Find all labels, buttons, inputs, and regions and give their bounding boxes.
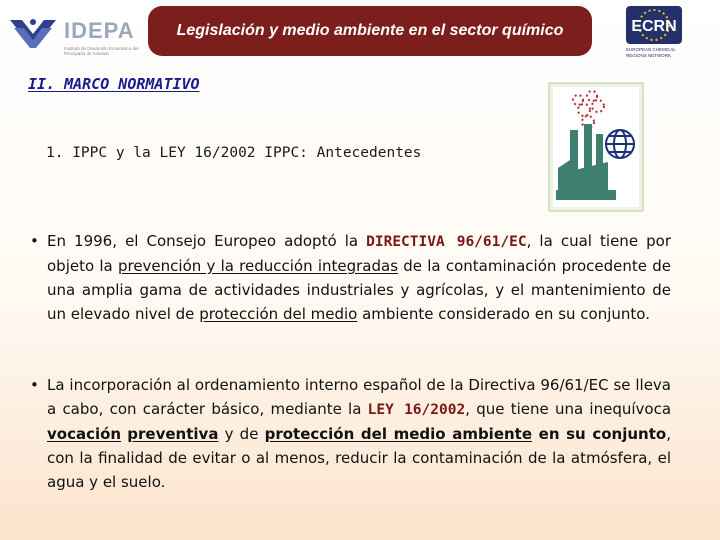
title-banner [148, 6, 592, 56]
page-title: Legislación y medio ambiente en el sector químico [176, 22, 564, 39]
idepa-logo [8, 10, 143, 62]
idepa-name: IDEPA [64, 18, 135, 43]
subsection-number: 1. [46, 145, 64, 161]
subsection-title: IPPC y la LEY 16/2002 IPPC: Antecedentes [72, 145, 422, 161]
factory-globe-illustration [548, 82, 644, 212]
law-highlight: LEY 16/2002 [367, 402, 466, 418]
section-heading: II. MARCO NORMATIVO [28, 75, 200, 93]
ecrn-subtitle: EUROPEAN CHEMICAL REGIONS NETWORK [626, 47, 676, 58]
bullet-paragraph-1 [30, 229, 671, 326]
directive-highlight: DIRECTIVA 96/61/EC [366, 234, 527, 250]
bullet-text: En 1996, el Consejo Europeo adoptó la DIRECTIVA 96/61/EC, la cual tiene por objeto la prevención y la reducción integradas de la contaminación procedente de una amplia gama de actividades industriales y agrícolas, y el mantenimiento de un elevado nivel de protección del medio ambiente considerado en su conjunto. [47, 232, 671, 323]
idepa-subtitle: Instituto de Desarrollo Económico del Principado de Asturias [64, 46, 139, 56]
ecrn-emblem-icon [624, 4, 684, 48]
idepa-emblem-icon [8, 14, 58, 50]
bullet-marker: • [30, 376, 39, 394]
bullet-text: La incorporación al ordenamiento interno español de la Directiva 96/61/EC se lleva a cabo, con carácter básico, mediante la LEY 16/2002, que tiene una inequívoca vocación preventiva y de protección del medio ambiente en su conjunto, con la finalidad de evitar o al menos, reducir la contaminación de la atmósfera, el agua y el suelo. [47, 376, 672, 491]
ecrn-name: ECRN [631, 18, 677, 35]
bullet-paragraph-2 [30, 373, 671, 494]
bullet-marker: • [30, 232, 39, 250]
subsection-heading [46, 145, 421, 161]
